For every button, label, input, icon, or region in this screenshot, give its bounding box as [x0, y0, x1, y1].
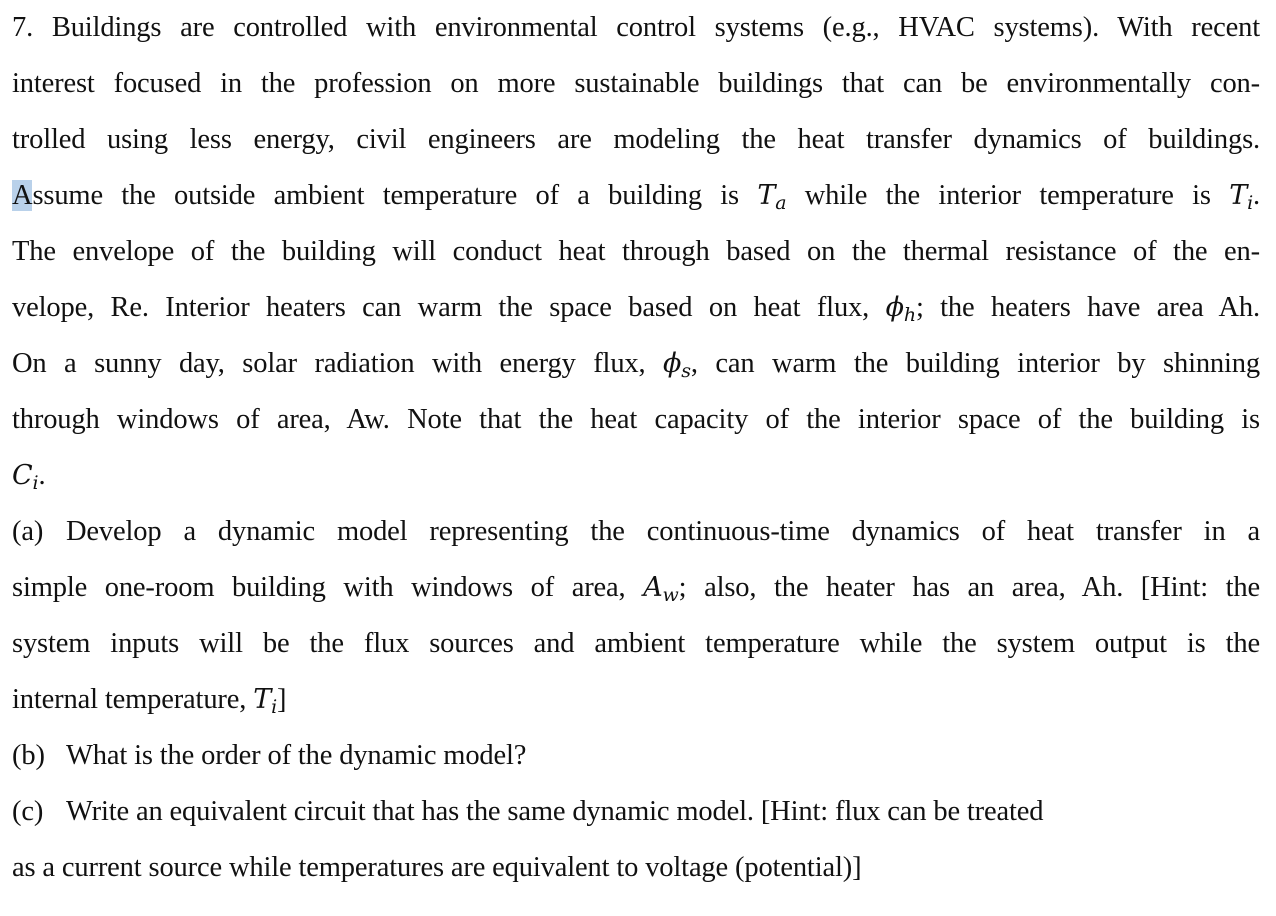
- intro-line-4: [12, 168, 1260, 224]
- part-a-text-2a: simple one-room building with windows of area,: [12, 572, 644, 603]
- math-T-i-output: $T_i$: [253, 684, 278, 718]
- part-b-label: (b): [12, 740, 45, 771]
- part-a-line-4: [12, 672, 286, 728]
- part-b-text: What is the order of the dynamic model?: [66, 740, 527, 771]
- math-phi-h: $\phi_h$: [885, 292, 916, 326]
- part-a-line-3: system inputs will be the flux sources and ambient temperature while the system output is the: [12, 628, 1260, 659]
- intro-line-6: [12, 280, 1260, 336]
- intro-line-2: interest focused in the profession on more sustainable buildings that can be environmentally con-: [12, 68, 1260, 99]
- intro-line-3: trolled using less energy, civil engineers are modeling the heat transfer dynamics of buildings.: [12, 124, 1260, 155]
- math-T-i: $T_i$: [1229, 180, 1254, 214]
- intro-line-9: $C_i$.: [12, 460, 46, 494]
- intro-line-1: 7. Buildings are controlled with environmental control systems (e.g., HVAC systems). With recent: [12, 12, 1260, 43]
- part-c-line-2: as a current source while temperatures are equivalent to voltage (potential)]: [12, 852, 862, 883]
- part-c-text-1: Write an equivalent circuit that has the same dynamic model. [Hint: flux can be treated: [66, 796, 1044, 827]
- intro-line-4-text-a: ssume the outside ambient temperature of a building is: [32, 180, 758, 211]
- intro-line-5: The envelope of the building will conduct heat through based on the thermal resistance of the en-: [12, 236, 1260, 267]
- math-T-a: $T_a$: [757, 180, 787, 214]
- intro-line-7-text-b: , can warm the building interior by shinning: [690, 348, 1261, 379]
- part-a-text-2b: ; also, the heater has an area, Ah. [Hint: the: [678, 572, 1260, 603]
- math-phi-s: $\phi_s$: [663, 348, 691, 382]
- part-a-line-2: [12, 560, 1260, 616]
- part-a-line-1: [12, 504, 1260, 560]
- intro-line-6-text-a: velope, Re. Interior heaters can warm the space based on heat flux,: [12, 292, 886, 323]
- math-C-i: $C_i$: [12, 460, 39, 494]
- intro-line-7-text-a: On a sunny day, solar radiation with energy flux,: [12, 348, 664, 379]
- part-a-text-1: Develop a dynamic model representing the continuous-time dynamics of heat transfer in a: [66, 516, 1260, 547]
- part-c-label: (c): [12, 796, 44, 827]
- part-b-line: [12, 728, 526, 784]
- intro-line-4-text-c: .: [1253, 180, 1260, 211]
- part-a-text-4b: ]: [277, 684, 287, 715]
- part-a-text-4a: internal temperature,: [12, 684, 254, 715]
- intro-line-4-text-b: while the interior temperature is: [786, 180, 1230, 211]
- intro-line-7: [12, 336, 1260, 392]
- part-a-label: (a): [12, 516, 44, 547]
- math-A-w: $A_w$: [643, 572, 679, 606]
- intro-line-6-text-b: ; the heaters have area Ah.: [915, 292, 1260, 323]
- part-c-line-1: [12, 784, 1043, 840]
- intro-line-8: through windows of area, Aw. Note that the heat capacity of the interior space of the building is: [12, 404, 1260, 435]
- text-selection[interactable]: A: [12, 180, 33, 211]
